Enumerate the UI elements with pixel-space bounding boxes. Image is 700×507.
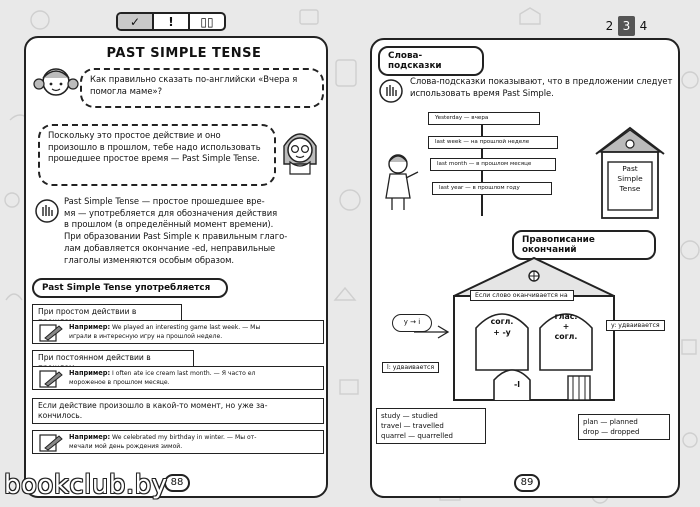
top-icon-strip xyxy=(116,12,226,31)
house-label xyxy=(608,164,652,194)
pencil-note-icon xyxy=(39,434,63,452)
page-tab-3[interactable]: 3 xyxy=(618,16,635,36)
usage-header-text: Past Simple Tense употребляется xyxy=(42,283,211,293)
spelling-example: study — studied xyxy=(381,412,438,420)
example-label: Например: xyxy=(69,323,111,331)
usage-label: кончилось. xyxy=(38,411,83,420)
signpost-sign: last week — на прошлой неделе xyxy=(428,136,558,149)
page-number: 89 xyxy=(514,474,540,492)
definition-line: Past Simple Tense — простое прошедшее вре- xyxy=(64,196,265,206)
definition-line: При образовании Past Simple к правильным глаго- xyxy=(64,231,288,242)
check-icon: ✓ xyxy=(118,14,154,29)
arch-bottom-text: -l xyxy=(513,380,521,389)
example-russian: играли в интересную игру на прошлой неделе. xyxy=(69,332,223,340)
hints-header-text: Слова-подсказки xyxy=(388,51,442,71)
question-bubble xyxy=(80,68,324,108)
usage-header xyxy=(32,278,228,298)
arch-line: согл. xyxy=(554,332,578,341)
usage-label: Если действие произошло в какой-то момент, но уже за- xyxy=(38,401,268,410)
pencil-note-icon xyxy=(39,324,63,342)
arch-line: глас. xyxy=(554,312,578,321)
example-english: We played an interesting game last week. — Мы xyxy=(112,324,261,331)
girl-with-glasses-icon xyxy=(276,124,324,176)
spelling-example: travel — travelled xyxy=(381,422,444,430)
page-tab-4[interactable]: 4 xyxy=(639,19,648,33)
usage-label: При простом действии в xyxy=(38,307,137,316)
rule-consonant-doubles: y: удваивается xyxy=(606,320,665,331)
example-box xyxy=(32,320,324,344)
signpost-sign: Yesterday — вчера xyxy=(428,112,540,125)
house-label-line: Simple xyxy=(617,174,643,183)
rule-y-to-i: y → i xyxy=(392,314,432,332)
example-english: I often ate ice cream last month. — Я часто ел xyxy=(112,370,256,377)
arch-right-text xyxy=(542,312,590,342)
example-russian: мороженое в прошлом месяце. xyxy=(69,378,170,386)
page-title: PAST SIMPLE TENSE xyxy=(106,46,262,61)
example-russian: мечали мой день рождения зимой. xyxy=(69,442,183,450)
spelling-example: quarrel — quarrelled xyxy=(381,432,453,440)
exclamation-icon: ! xyxy=(154,14,190,29)
page-number: 88 xyxy=(164,474,190,492)
spelling-example: plan — planned xyxy=(583,418,638,426)
arch-line: + -y xyxy=(493,328,511,337)
usage-item xyxy=(32,398,324,424)
signpost-sign: last year — в прошлом году xyxy=(432,182,552,195)
definition-line: мя — употребляется для обозначения действия xyxy=(64,207,278,218)
spelling-top-note: Если слово оканчивается на xyxy=(470,290,574,301)
girl-avatar-icon xyxy=(32,58,80,106)
example-box xyxy=(32,366,324,390)
spelling-header-text: Правописание окончаний xyxy=(522,235,595,255)
arch-line: согл. xyxy=(490,317,514,326)
hand-tip-icon xyxy=(378,78,404,104)
open-book-icon: ▯▯ xyxy=(200,14,214,29)
definition-line: глаголы изменяются особым образом. xyxy=(64,254,235,265)
arch-left-text xyxy=(478,316,526,338)
hand-tip-icon xyxy=(34,198,60,224)
house-label-line: Tense xyxy=(619,184,641,193)
page-tabs xyxy=(601,16,652,36)
definition-line: в прошлом (в определённый момент времени). xyxy=(64,219,274,230)
answer-bubble xyxy=(38,124,276,186)
question-text: Как правильно сказать по-английски «Вчера я помогла маме»? xyxy=(90,74,298,96)
hints-header xyxy=(378,46,484,76)
spelling-examples-left xyxy=(376,408,486,444)
signpost-sign: last month — в прошлом месяце xyxy=(430,158,556,171)
example-english: We celebrated my birthday in winter. — Мы от- xyxy=(112,434,257,441)
page-tab-2[interactable]: 2 xyxy=(605,19,614,33)
example-label: Например: xyxy=(69,433,111,441)
rule-l-doubles: l: удваивается xyxy=(382,362,439,373)
example-box xyxy=(32,430,324,454)
watermark-text: bookclub.by xyxy=(4,470,168,500)
definition-line: лам добавляется окончание -ed, неправильные xyxy=(64,242,276,253)
pencil-note-icon xyxy=(39,370,63,388)
house-label-line: Past xyxy=(622,164,638,173)
arch-line: + xyxy=(562,322,570,331)
example-label: Например: xyxy=(69,369,111,377)
answer-text: Поскольку это простое действие и оно произошло в прошлом, тебе надо использовать прошедшее простое время — Past Simple Tense. xyxy=(48,130,261,163)
spelling-examples-right xyxy=(578,414,670,440)
definition-block xyxy=(64,196,326,266)
right-page xyxy=(370,38,680,498)
hint-text: Слова-подсказки показывают, что в предложении следует использовать время Past Simple. xyxy=(410,76,673,98)
spelling-example: drop — dropped xyxy=(583,428,640,436)
left-page xyxy=(24,36,328,498)
usage-label: При постоянном действии в xyxy=(38,353,151,362)
